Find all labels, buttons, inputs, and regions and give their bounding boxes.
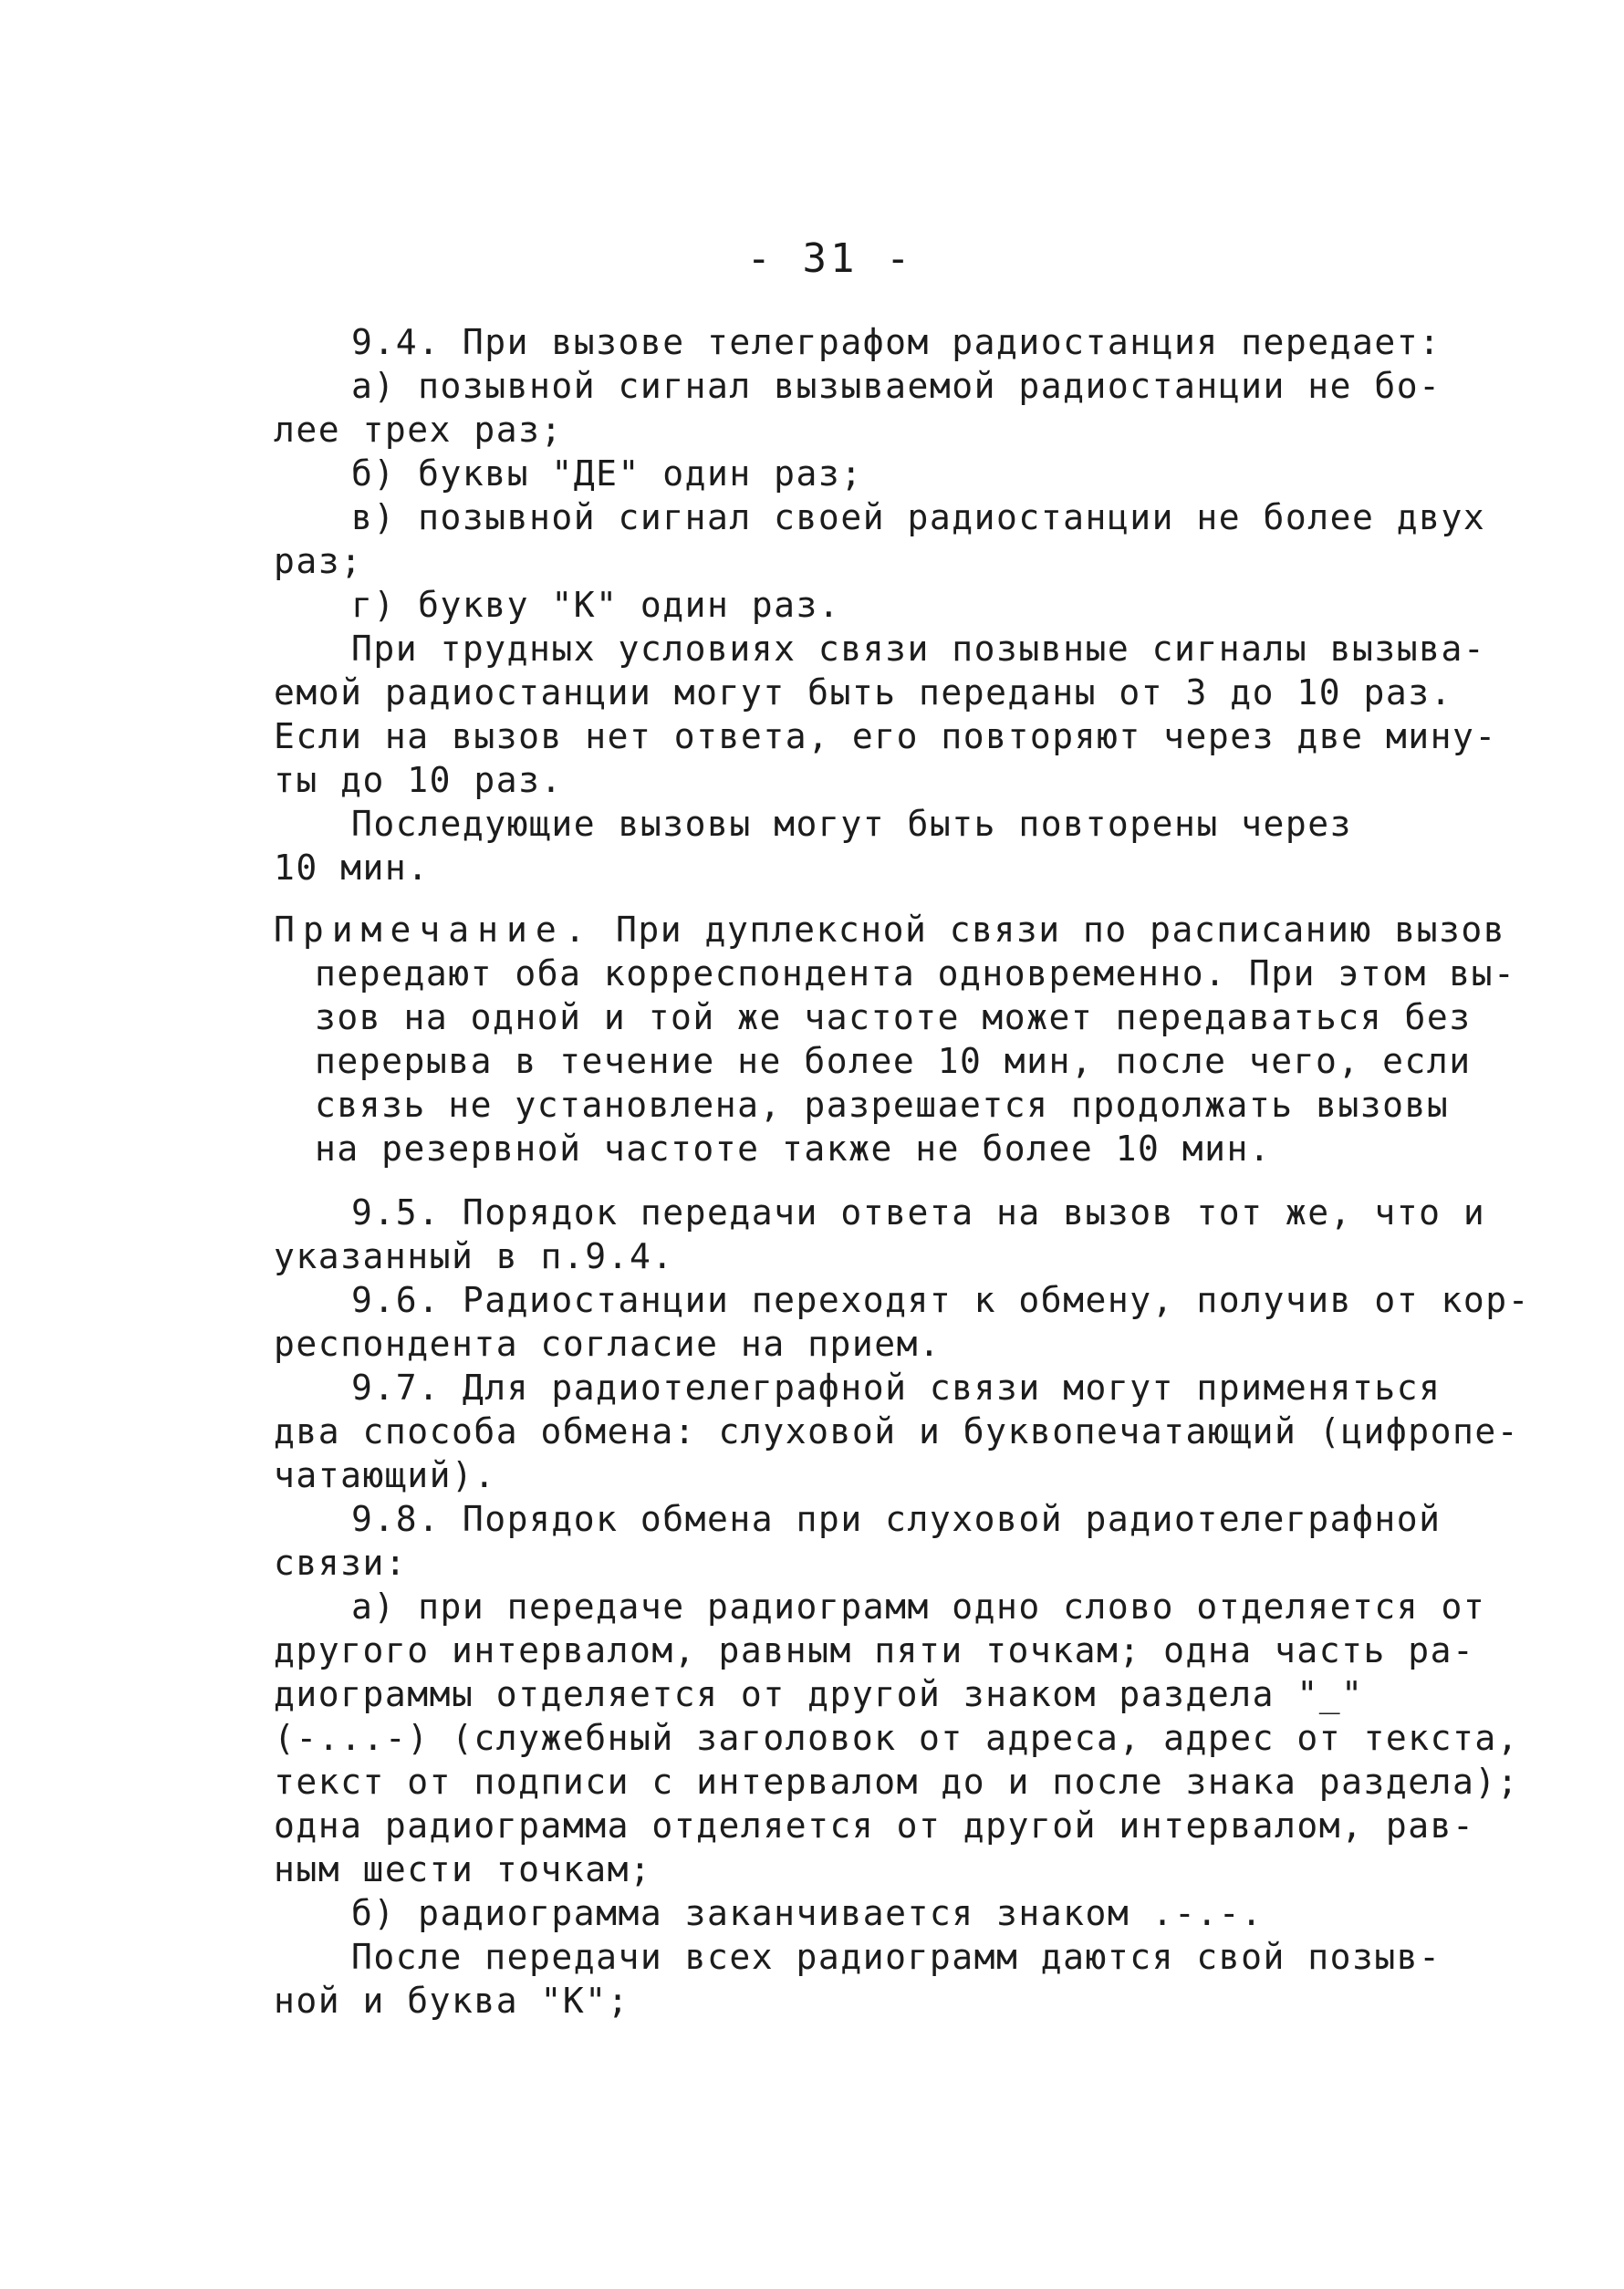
text-line: чатающий). xyxy=(274,1455,496,1495)
text-line: ной и буква "К"; xyxy=(274,1981,630,2021)
note-line: передают оба корреспондента одновременно. При этом вы- xyxy=(315,953,1516,994)
text-line: а) при передаче радиограмм одно слово отделяется от xyxy=(351,1587,1486,1627)
text-line: 9.5. Порядок передачи ответа на вызов тот же, что и xyxy=(351,1192,1486,1233)
text-line: Если на вызов нет ответа, его повторяют через две мину- xyxy=(274,716,1497,756)
text-line: раз; xyxy=(274,541,363,581)
text-line: лее трех раз; xyxy=(274,410,563,450)
text-line: указанный в п.9.4. xyxy=(274,1236,674,1276)
text-line: б) радиограмма заканчивается знаком .-.-. xyxy=(351,1893,1264,1933)
text-line: г) букву "К" один раз. xyxy=(351,585,841,625)
note-label: Примечание. xyxy=(274,910,594,950)
text-line: б) буквы "ДЕ" один раз; xyxy=(351,453,863,494)
note-line: на резервной частоте также не более 10 мин. xyxy=(315,1129,1272,1169)
text-line: 9.6. Радиостанции переходят к обмену, получив от кор- xyxy=(351,1280,1531,1320)
text-line: два способа обмена: слуховой и буквопечатающий (цифропе- xyxy=(274,1411,1520,1451)
text-line: При трудных условиях связи позывные сигналы вызыва- xyxy=(351,629,1486,669)
text-line: 9.4. При вызове телеграфом радиостанция передает: xyxy=(351,322,1442,362)
text-line: в) позывной сигнал своей радиостанции не более двух xyxy=(351,497,1486,537)
text-line: ты до 10 раз. xyxy=(274,760,563,800)
text-line: другого интервалом, равным пяти точкам; одна часть ра- xyxy=(274,1630,1475,1670)
note-line: зов на одной и той же частоте может передаваться без xyxy=(315,997,1472,1037)
text-line: Последующие вызовы могут быть повторены через xyxy=(351,804,1353,844)
text-line: ным шести точкам; xyxy=(274,1849,652,1889)
text-line: (-...-) (служебный заголовок от адреса, адрес от текста, xyxy=(274,1718,1520,1758)
text-line: 9.8. Порядок обмена при слуховой радиотелеграфной xyxy=(351,1499,1442,1539)
note-block xyxy=(274,909,1505,951)
text-line: После передачи всех радиограмм даются свой позыв- xyxy=(351,1937,1442,1977)
text-line: респондента согласие на прием. xyxy=(274,1324,942,1364)
text-line: 10 мин. xyxy=(274,848,430,888)
text-line: текст от подписи с интервалом до и после знака раздела); xyxy=(274,1762,1520,1802)
text-line: 9.7. Для радиотелеграфной связи могут применяться xyxy=(351,1368,1442,1408)
text-line: диограммы отделяется от другой знаком раздела "_" xyxy=(274,1674,1364,1714)
text-line: емой радиостанции могут быть переданы от 3 до 10 раз. xyxy=(274,672,1453,713)
text-line: связи: xyxy=(274,1543,408,1583)
note-line: перерыва в течение не более 10 мин, после чего, если xyxy=(315,1041,1472,1081)
text-line: а) позывной сигнал вызываемой радиостанции не бо- xyxy=(351,366,1442,406)
page-number: - 31 - xyxy=(746,235,914,282)
note-text: При дуплексной связи по расписанию вызов xyxy=(593,910,1506,950)
note-line: связь не установлена, разрешается продолжать вызовы xyxy=(315,1085,1450,1125)
text-line: одна радиограмма отделяется от другой интервалом, рав- xyxy=(274,1805,1475,1846)
